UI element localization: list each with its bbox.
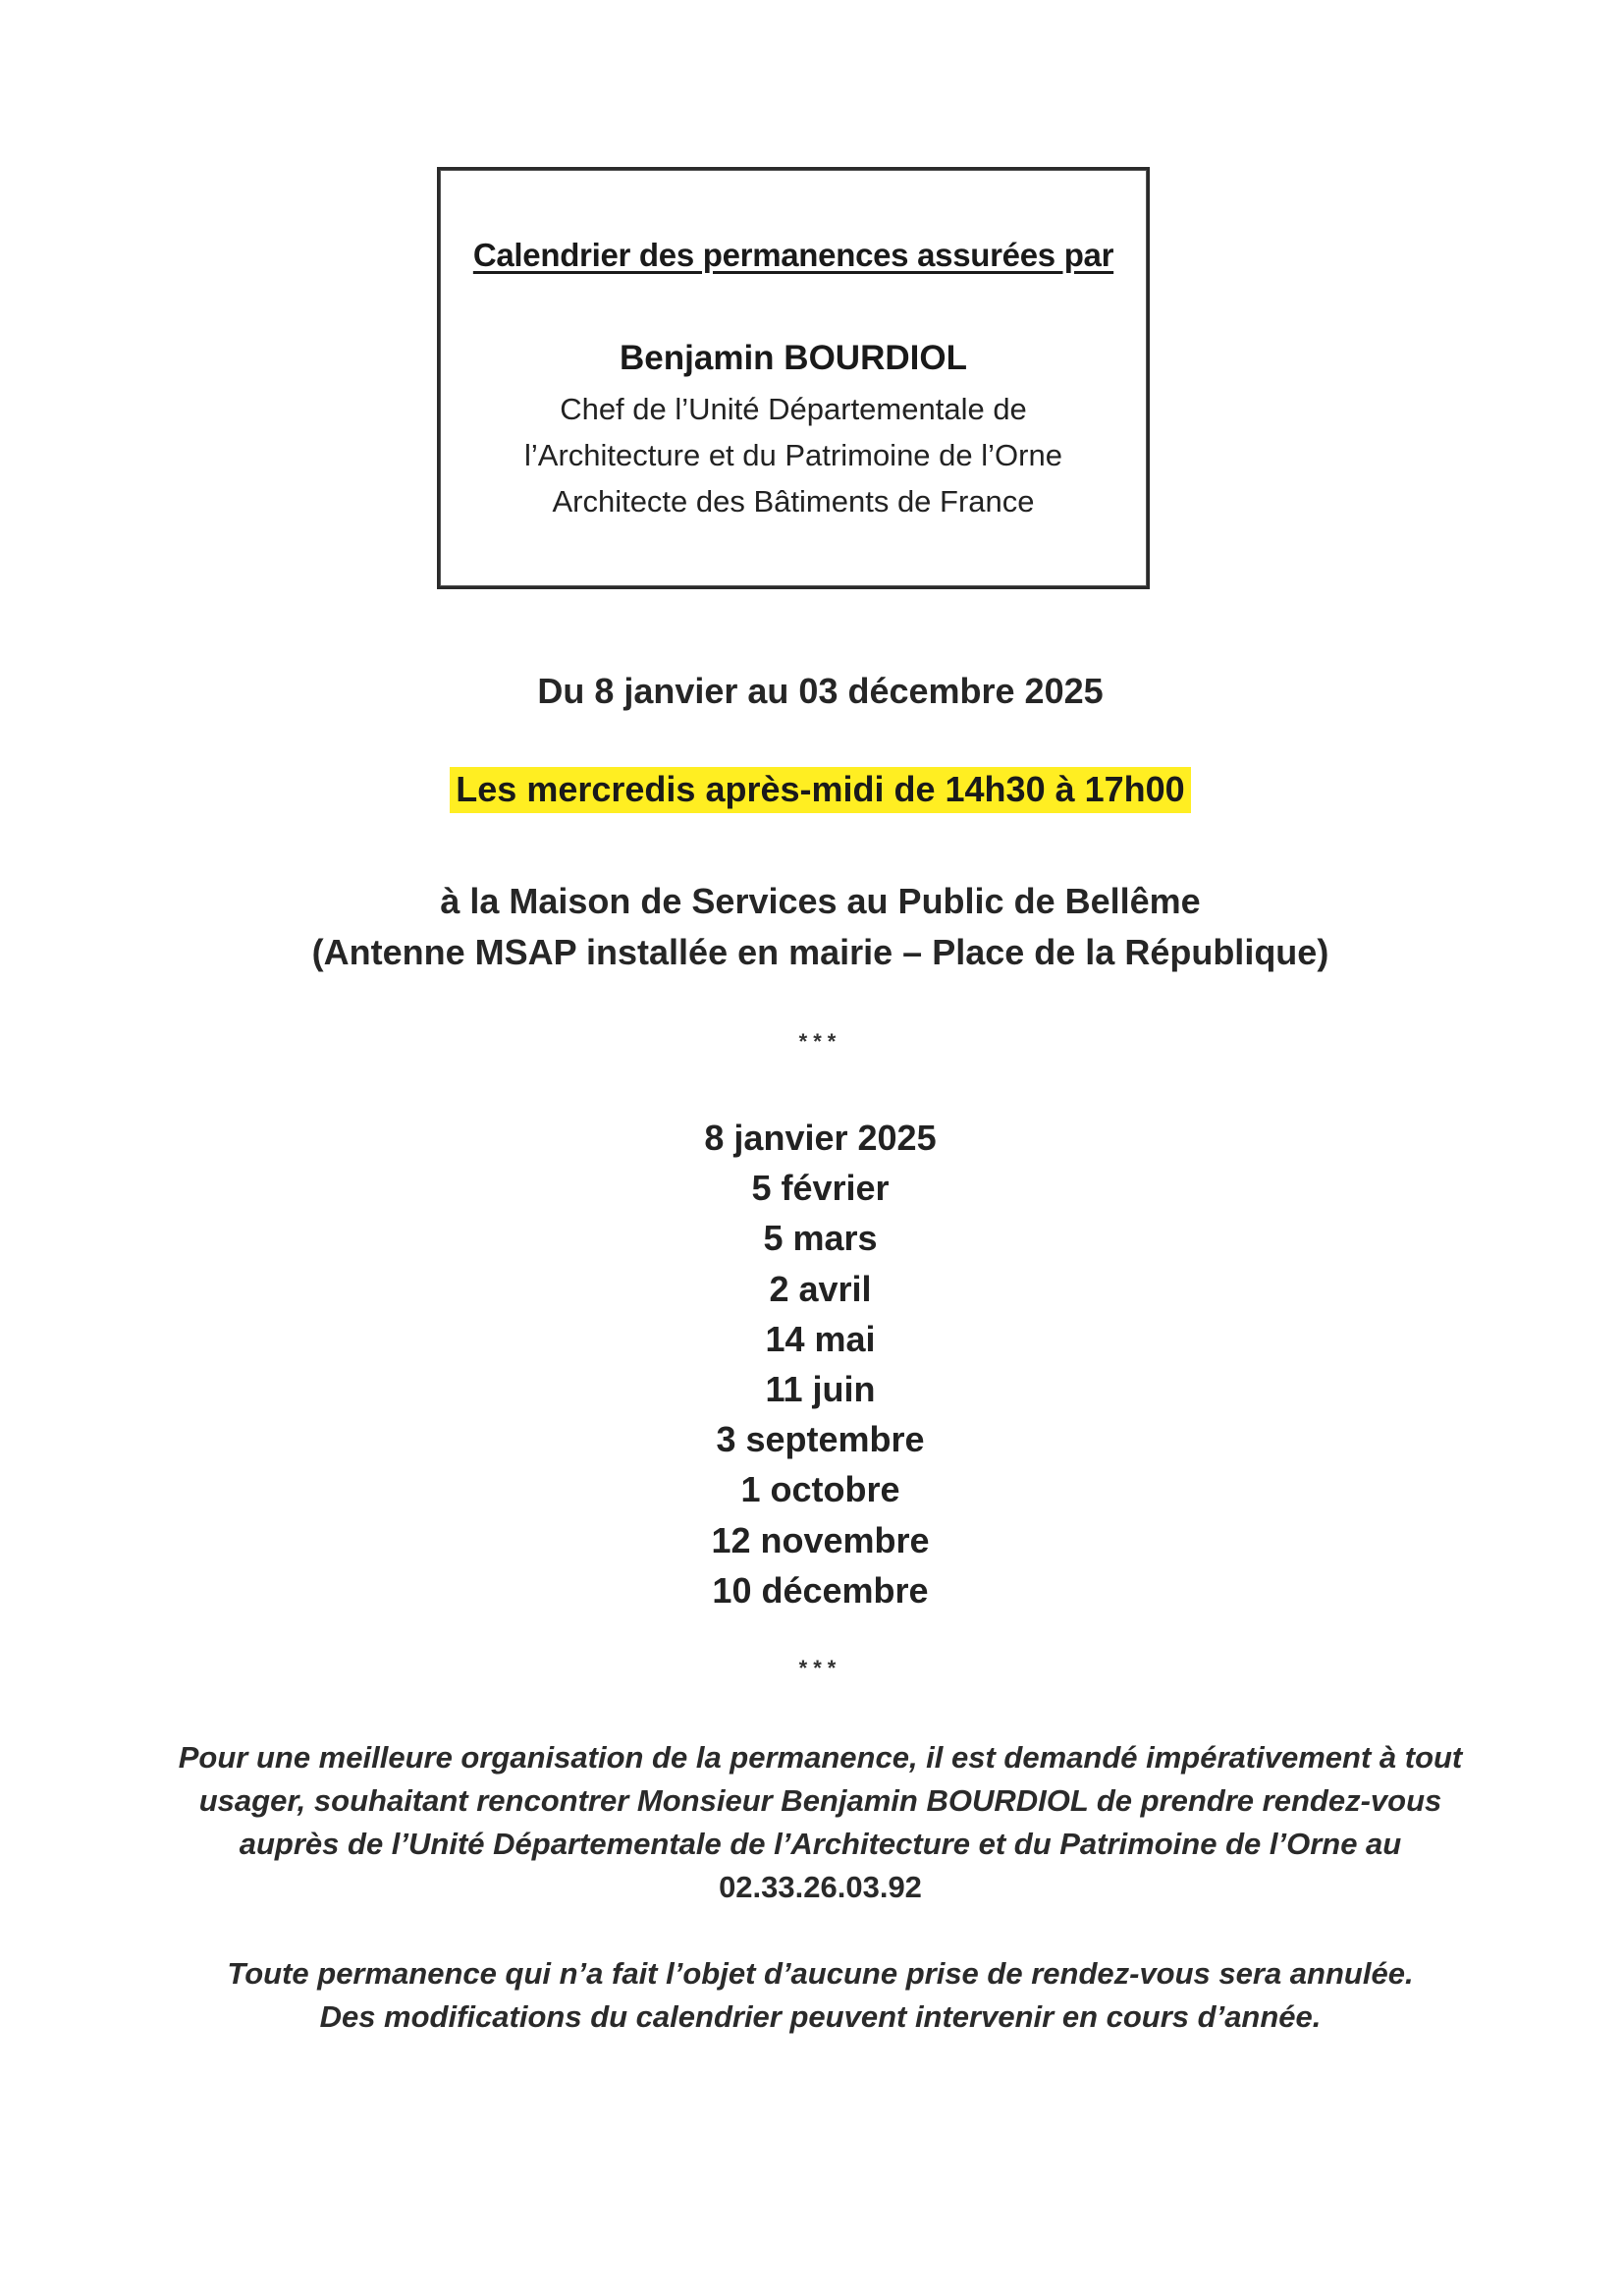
role-line: Architecte des Bâtiments de France [552, 484, 1035, 519]
date-item: 11 juin [765, 1368, 876, 1409]
separator: *** [798, 1656, 842, 1680]
date-item: 1 octobre [740, 1469, 900, 1510]
dates-list [0, 1113, 1623, 1615]
phone-number: 02.33.26.03.92 [719, 1870, 922, 1904]
schedule-line [0, 769, 1623, 810]
notice-line: Pour une meilleure organisation de la permanence, il est demandé impérativement à tout [178, 1740, 1463, 1775]
venue-name: à la Maison de Services au Public de Bellême [440, 881, 1201, 921]
date-item: 5 mars [763, 1218, 878, 1259]
period-range: Du 8 janvier au 03 décembre 2025 [537, 671, 1104, 711]
date-item: 14 mai [765, 1318, 876, 1359]
modification-notice: Des modifications du calendrier peuvent intervenir en cours d’année. [319, 1999, 1322, 2034]
separator: *** [798, 1029, 842, 1054]
calendar-heading: Calendrier des permanences assurées par [472, 237, 1114, 273]
date-item: 2 avril [769, 1268, 872, 1309]
notice-line: usager, souhaitant rencontrer Monsieur Benjamin BOURDIOL de prendre rendez-vous [198, 1783, 1442, 1818]
role-line: Chef de l’Unité Départementale de [560, 392, 1027, 426]
cancellation-notice: Toute permanence qui n’a fait l’objet d’aucune prise de rendez-vous sera annulée. [227, 1956, 1414, 1991]
architect-name: Benjamin BOURDIOL [620, 339, 967, 377]
venue-detail: (Antenne MSAP installée en mairie – Place de la République) [311, 932, 1329, 972]
date-item: 8 janvier 2025 [704, 1118, 937, 1158]
date-item: 10 décembre [712, 1569, 929, 1611]
date-item: 12 novembre [711, 1519, 930, 1560]
notice-line: auprès de l’Unité Départementale de l’Architecture et du Patrimoine de l’Orne au [239, 1827, 1402, 1861]
header-box [437, 167, 1150, 589]
date-item: 3 septembre [716, 1419, 925, 1460]
date-item: 5 février [751, 1168, 890, 1209]
highlighted-schedule: Les mercredis après-midi de 14h30 à 17h00 [450, 767, 1190, 813]
role-line: l’Architecture et du Patrimoine de l’Orne [524, 438, 1062, 472]
